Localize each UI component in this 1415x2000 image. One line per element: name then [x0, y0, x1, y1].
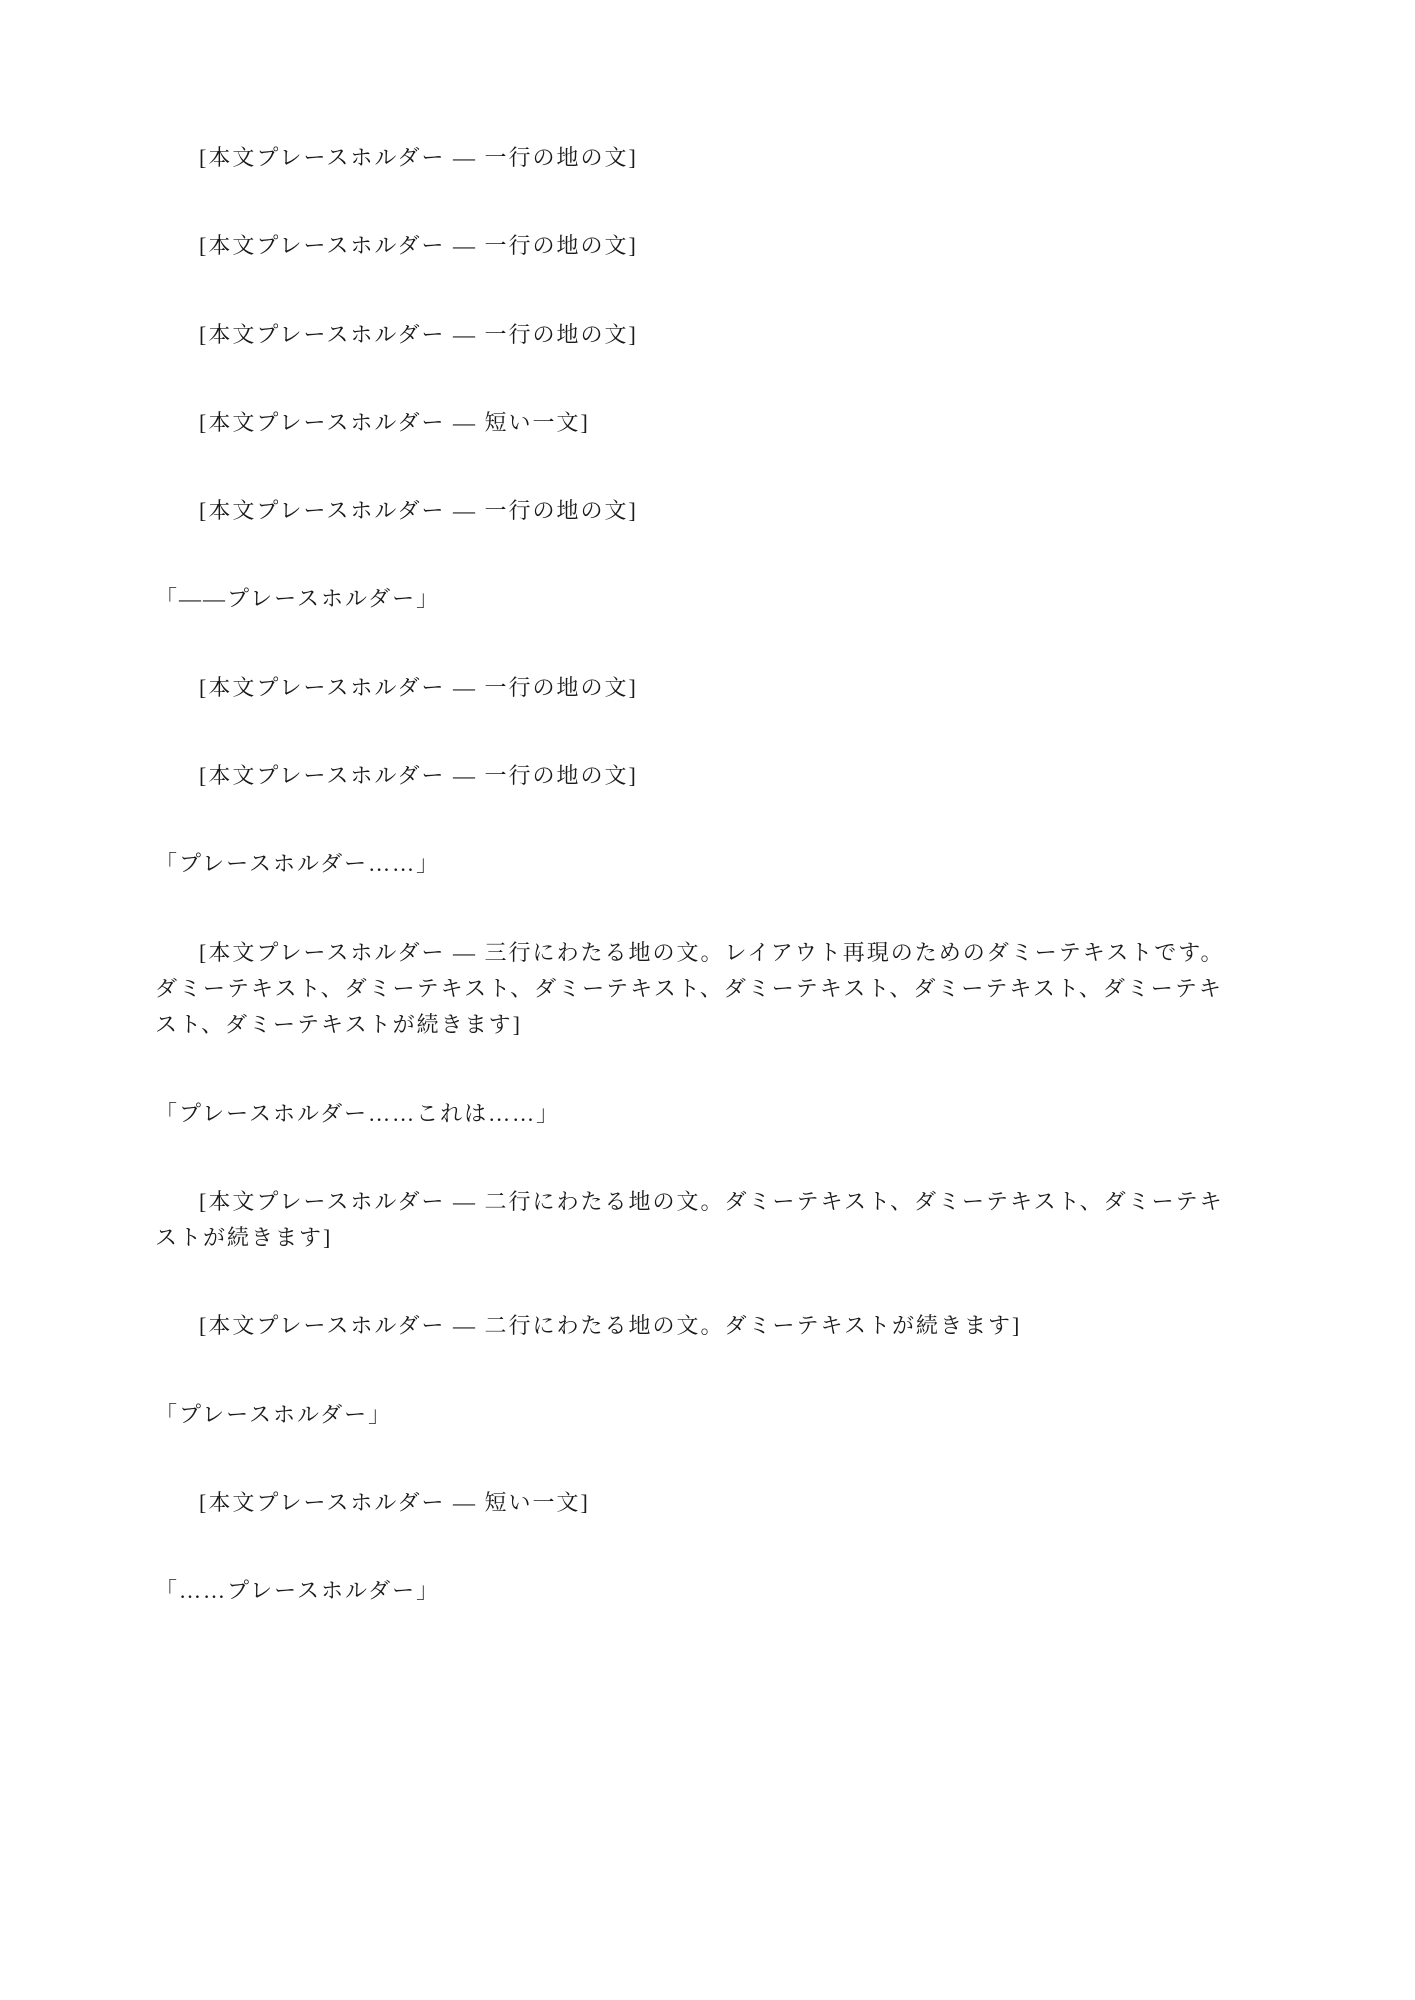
dialogue-line: 「プレースホルダー……これは……」: [155, 1100, 561, 1126]
narration-paragraph: [本文プレースホルダー — 短い一文]: [199, 1490, 590, 1516]
dialogue-line: 「……プレースホルダー」: [155, 1578, 441, 1604]
narration-paragraph: [本文プレースホルダー — 一行の地の文]: [199, 321, 638, 347]
narration-paragraph: [本文プレースホルダー — 一行の地の文]: [199, 763, 638, 789]
body-text: [155, 140, 1225, 1610]
narration-paragraph: [本文プレースホルダー — 二行にわたる地の文。ダミーテキスト、ダミーテキスト、ダミーテキストが続きます]: [155, 1188, 1224, 1251]
narration-paragraph: [本文プレースホルダー — 三行にわたる地の文。レイアウト再現のためのダミーテキストです。ダミーテキスト、ダミーテキスト、ダミーテキスト、ダミーテキスト、ダミーテキスト、ダミーテキスト、ダミーテキストが続きます]: [155, 939, 1225, 1038]
narration-paragraph: [本文プレースホルダー — 一行の地の文]: [199, 233, 638, 259]
dialogue-line: 「プレースホルダー」: [155, 1401, 393, 1427]
dialogue-line: 「――プレースホルダー」: [155, 586, 441, 612]
narration-paragraph: [本文プレースホルダー — 一行の地の文]: [199, 145, 638, 170]
narration-paragraph: [本文プレースホルダー — 二行にわたる地の文。ダミーテキストが続きます]: [199, 1313, 1022, 1339]
narration-paragraph: [本文プレースホルダー — 短い一文]: [199, 409, 590, 435]
narration-paragraph: [本文プレースホルダー — 一行の地の文]: [199, 674, 638, 700]
narration-paragraph: [本文プレースホルダー — 一行の地の文]: [199, 498, 638, 524]
dialogue-line: 「プレースホルダー……」: [155, 851, 441, 877]
